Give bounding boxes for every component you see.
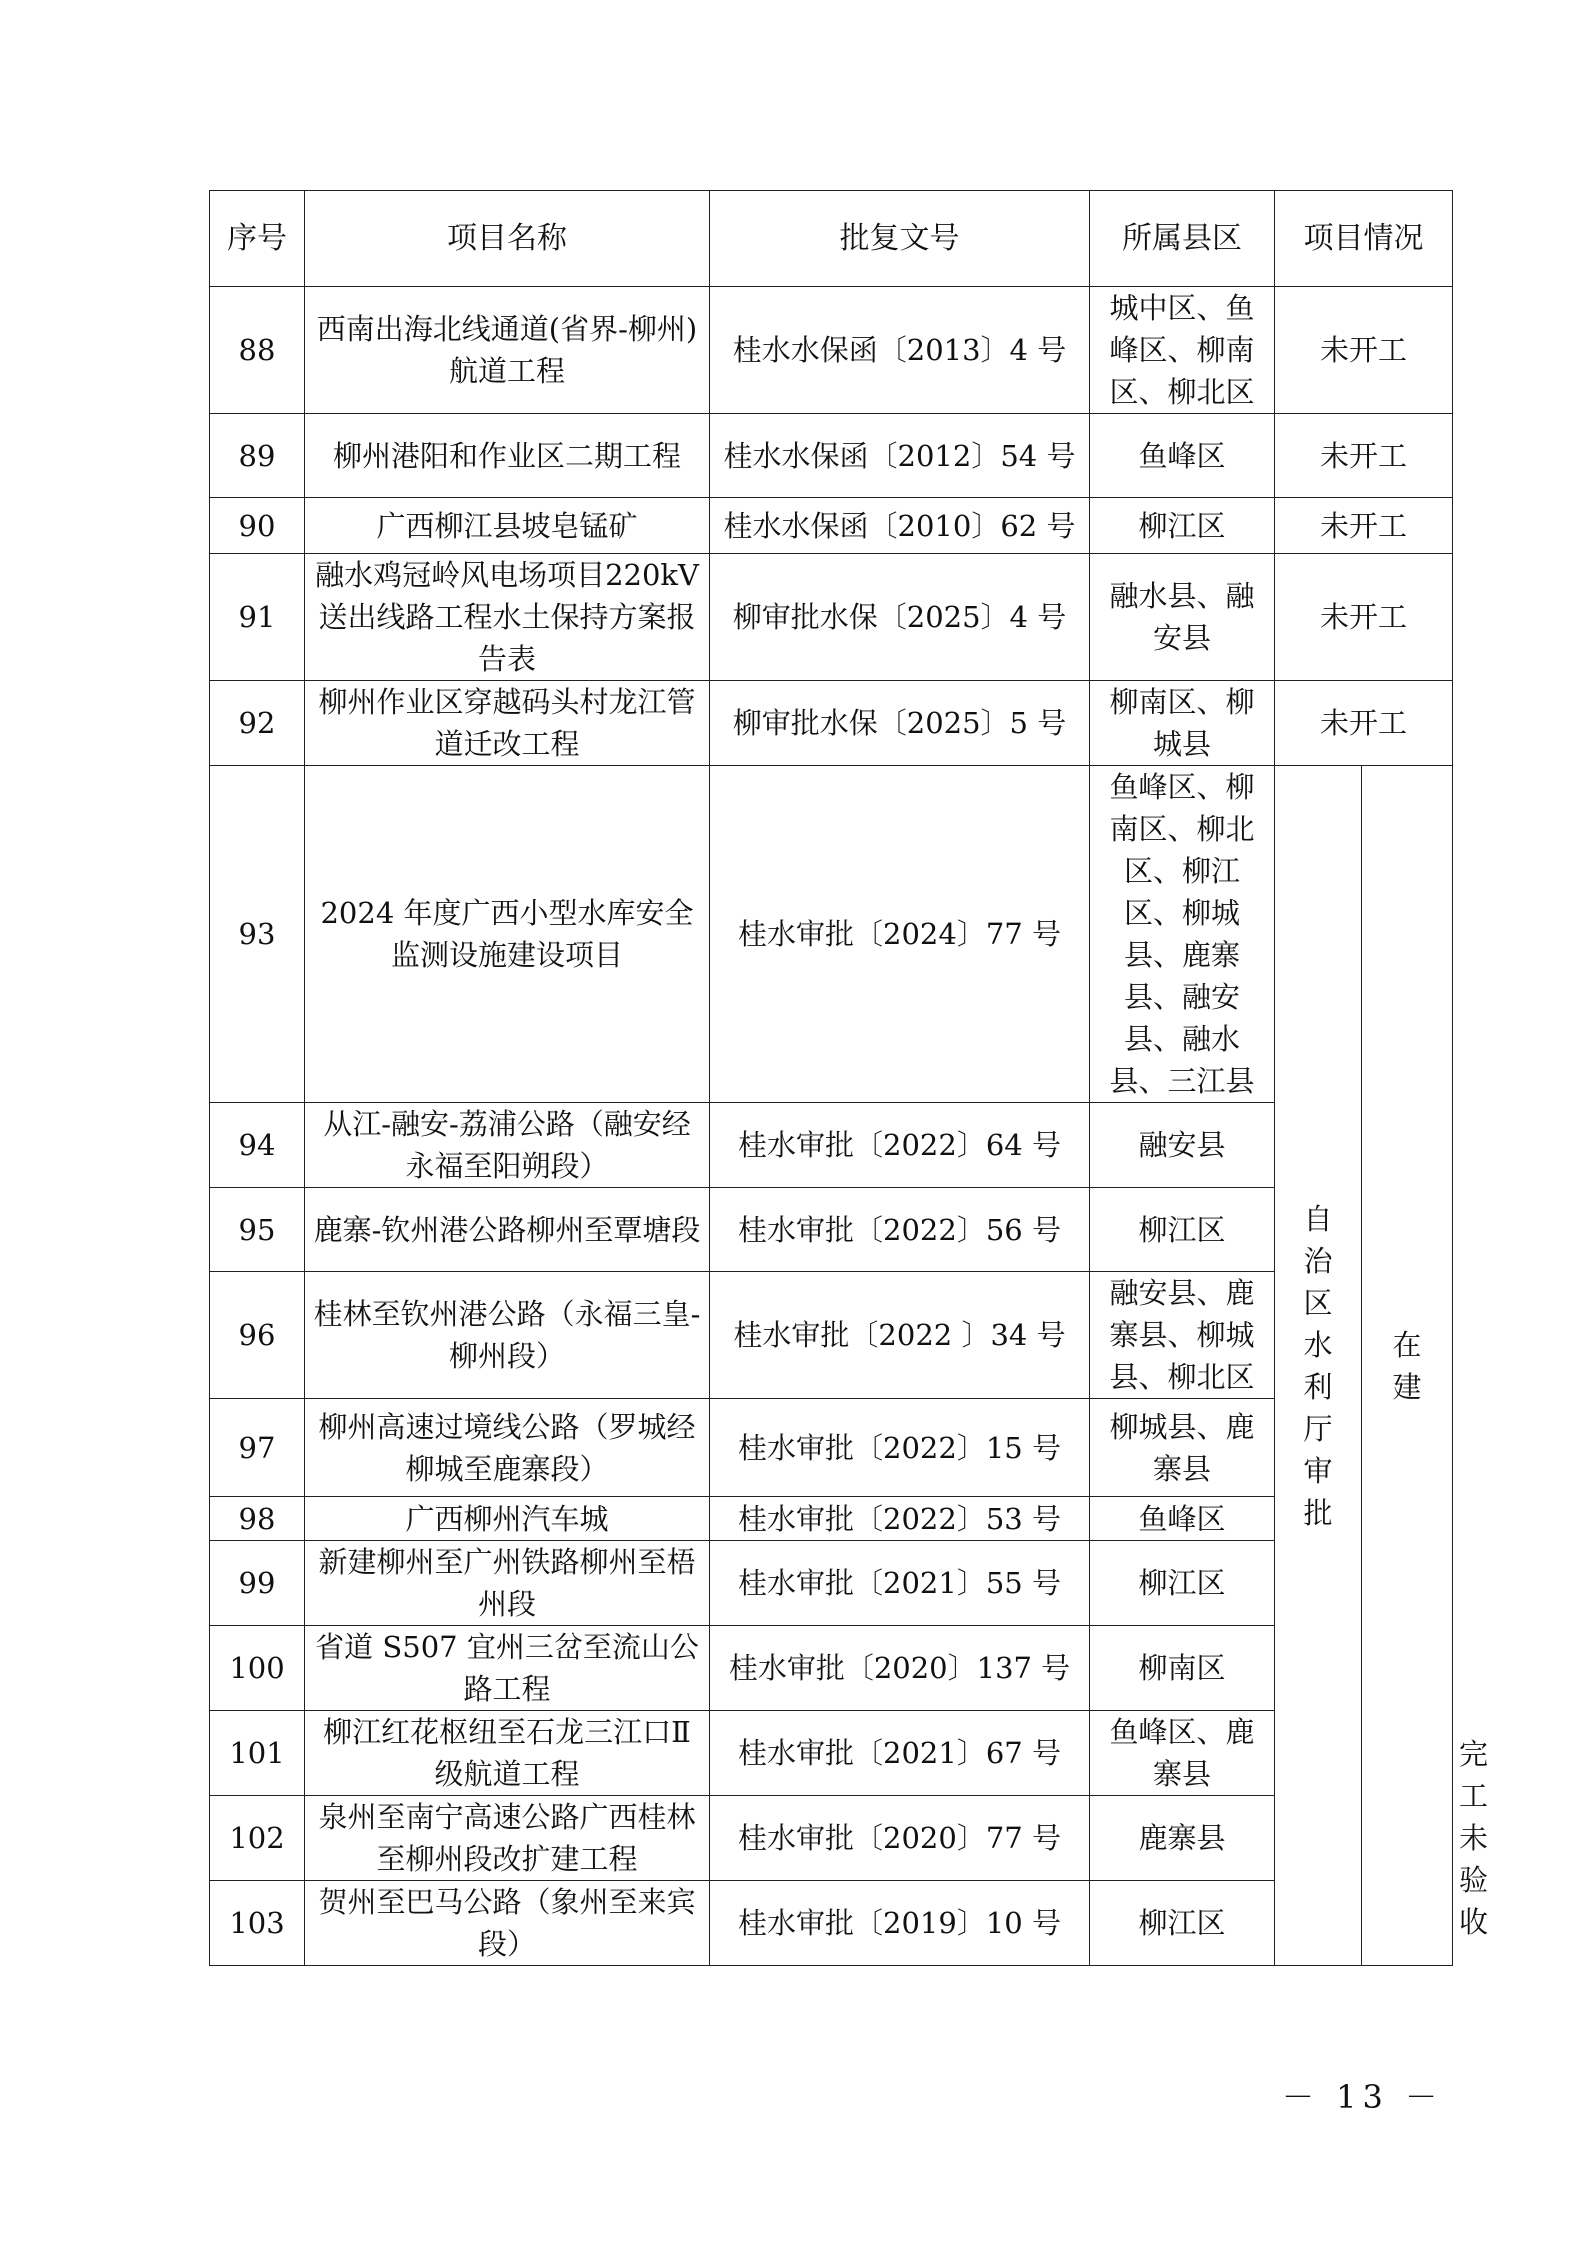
row-name: 泉州至南宁高速公路广西桂林至柳州段改扩建工程 [305, 1796, 710, 1881]
table-row [210, 498, 1453, 554]
row-seq: 88 [210, 287, 305, 414]
table-row [210, 681, 1453, 766]
row-name: 鹿寨-钦州港公路柳州至覃塘段 [305, 1188, 710, 1272]
row-doc: 桂水审批〔2022〕15 号 [710, 1399, 1090, 1497]
header-status: 项目情况 [1275, 191, 1453, 287]
approver-char: 自 [1303, 1201, 1333, 1236]
row-county: 融安县 [1090, 1103, 1275, 1188]
row-county: 柳江区 [1090, 498, 1275, 554]
row-seq: 96 [210, 1272, 305, 1399]
row-seq: 103 [210, 1881, 305, 1966]
table-row [210, 1626, 1453, 1711]
row-county: 融安县、鹿寨县、柳城县、柳北区 [1090, 1272, 1275, 1399]
row-seq: 102 [210, 1796, 305, 1881]
table-row [210, 766, 1453, 1103]
row-doc: 桂水审批〔2020〕77 号 [710, 1796, 1090, 1881]
row-name: 西南出海北线通道(省界-柳州)航道工程 [305, 287, 710, 414]
row-name: 广西柳州汽车城 [305, 1497, 710, 1541]
row-status: 未开工 [1275, 498, 1453, 554]
table-row [210, 1188, 1453, 1272]
approver-cell [1275, 766, 1362, 1966]
row-county: 城中区、鱼峰区、柳南区、柳北区 [1090, 287, 1275, 414]
row-name: 新建柳州至广州铁路柳州至梧州段 [305, 1541, 710, 1626]
in-progress-char: 建 [1392, 1369, 1422, 1404]
row-name: 柳州港阳和作业区二期工程 [305, 414, 710, 498]
table-row [210, 1497, 1453, 1541]
row-doc: 柳审批水保〔2025〕5 号 [710, 681, 1090, 766]
table-row [210, 1796, 1453, 1881]
approver-char: 厅 [1303, 1411, 1333, 1446]
header-county: 所属县区 [1090, 191, 1275, 287]
row-name: 省道 S507 宜州三岔至流山公路工程 [305, 1626, 710, 1711]
row-doc: 桂水水保函〔2013〕4 号 [710, 287, 1090, 414]
row-county: 柳南区、柳城县 [1090, 681, 1275, 766]
row-doc: 桂水水保函〔2010〕62 号 [710, 498, 1090, 554]
row-county: 柳江区 [1090, 1881, 1275, 1966]
row-doc: 桂水审批〔2020〕137 号 [710, 1626, 1090, 1711]
row-county: 柳南区 [1090, 1626, 1275, 1711]
row-seq: 95 [210, 1188, 305, 1272]
row-county: 柳城县、鹿寨县 [1090, 1399, 1275, 1497]
approver-char: 区 [1303, 1285, 1333, 1320]
in-progress-cell [1362, 766, 1453, 1966]
row-county: 柳江区 [1090, 1541, 1275, 1626]
table-row [210, 414, 1453, 498]
row-doc: 柳审批水保〔2025〕4 号 [710, 554, 1090, 681]
table-row [210, 1103, 1453, 1188]
approver-char: 利 [1303, 1369, 1333, 1404]
row-seq: 101 [210, 1711, 305, 1796]
approver-char: 审 [1303, 1453, 1333, 1488]
row-doc: 桂水审批〔2022〕56 号 [710, 1188, 1090, 1272]
approver-char: 水 [1303, 1327, 1333, 1362]
row-doc: 桂水审批〔2021〕67 号 [710, 1711, 1090, 1796]
row-status: 未开工 [1275, 554, 1453, 681]
table-header-row [210, 191, 1453, 287]
row-seq: 89 [210, 414, 305, 498]
row-doc: 桂水审批〔2024〕77 号 [710, 766, 1090, 1103]
header-seq: 序号 [210, 191, 305, 287]
row-county: 鱼峰区 [1090, 414, 1275, 498]
table-row [210, 287, 1453, 414]
row-seq: 90 [210, 498, 305, 554]
row-name: 贺州至巴马公路（象州至来宾段） [305, 1881, 710, 1966]
table-row: 101 柳江红花枢纽至石龙三江口Ⅱ级航道工程 桂水审批〔2021〕67 号 鱼峰区、鹿寨县 完 工 未 验 收 [210, 1711, 1453, 1796]
row-status: 未开工 [1275, 287, 1453, 414]
approver-char: 治 [1303, 1243, 1333, 1278]
row-name: 柳江红花枢纽至石龙三江口Ⅱ级航道工程 [305, 1711, 710, 1796]
row-seq: 97 [210, 1399, 305, 1497]
row-doc: 桂水审批〔2021〕55 号 [710, 1541, 1090, 1626]
row-name: 桂林至钦州港公路（永福三皇-柳州段） [305, 1272, 710, 1399]
row-name: 柳州高速过境线公路（罗城经柳城至鹿寨段） [305, 1399, 710, 1497]
table-row [210, 1272, 1453, 1399]
page-number: － 13 － [1282, 2078, 1444, 2116]
approver-char: 批 [1303, 1495, 1333, 1530]
row-county: 鱼峰区、鹿寨县 [1090, 1711, 1275, 1796]
row-seq: 93 [210, 766, 305, 1103]
row-status: 未开工 [1275, 414, 1453, 498]
project-table [209, 190, 1489, 1966]
row-status: 未开工 [1275, 681, 1453, 766]
table-row [210, 1399, 1453, 1497]
in-progress-char: 在 [1392, 1327, 1422, 1362]
row-doc: 桂水审批〔2022〕53 号 [710, 1497, 1090, 1541]
table-row [210, 1541, 1453, 1626]
row-name: 广西柳江县坡皂锰矿 [305, 498, 710, 554]
table-row [210, 554, 1453, 681]
row-seq: 94 [210, 1103, 305, 1188]
table-row [210, 1881, 1453, 1966]
header-doc: 批复文号 [710, 191, 1090, 287]
row-name: 融水鸡冠岭风电场项目220kV 送出线路工程水土保持方案报告表 [305, 554, 710, 681]
row-county: 柳江区 [1090, 1188, 1275, 1272]
row-name: 2024 年度广西小型水库安全监测设施建设项目 [305, 766, 710, 1103]
row-county: 鹿寨县 [1090, 1796, 1275, 1881]
row-seq: 100 [210, 1626, 305, 1711]
row-doc: 桂水审批〔2022 〕34 号 [710, 1272, 1090, 1399]
row-county: 融水县、融安县 [1090, 554, 1275, 681]
row-doc: 桂水审批〔2019〕10 号 [710, 1881, 1090, 1966]
row-county: 鱼峰区、柳南区、柳北区、柳江区、柳城县、鹿寨县、融安县、融水县、三江县 [1090, 766, 1275, 1103]
header-name: 项目名称 [305, 191, 710, 287]
row-county: 鱼峰区 [1090, 1497, 1275, 1541]
row-name: 柳州作业区穿越码头村龙江管道迁改工程 [305, 681, 710, 766]
row-doc: 桂水审批〔2022〕64 号 [710, 1103, 1090, 1188]
row-name: 从江-融安-荔浦公路（融安经永福至阳朔段） [305, 1103, 710, 1188]
row-seq: 98 [210, 1497, 305, 1541]
row-seq: 91 [210, 554, 305, 681]
row-seq: 92 [210, 681, 305, 766]
row-doc: 桂水水保函〔2012〕54 号 [710, 414, 1090, 498]
row-seq: 99 [210, 1541, 305, 1626]
